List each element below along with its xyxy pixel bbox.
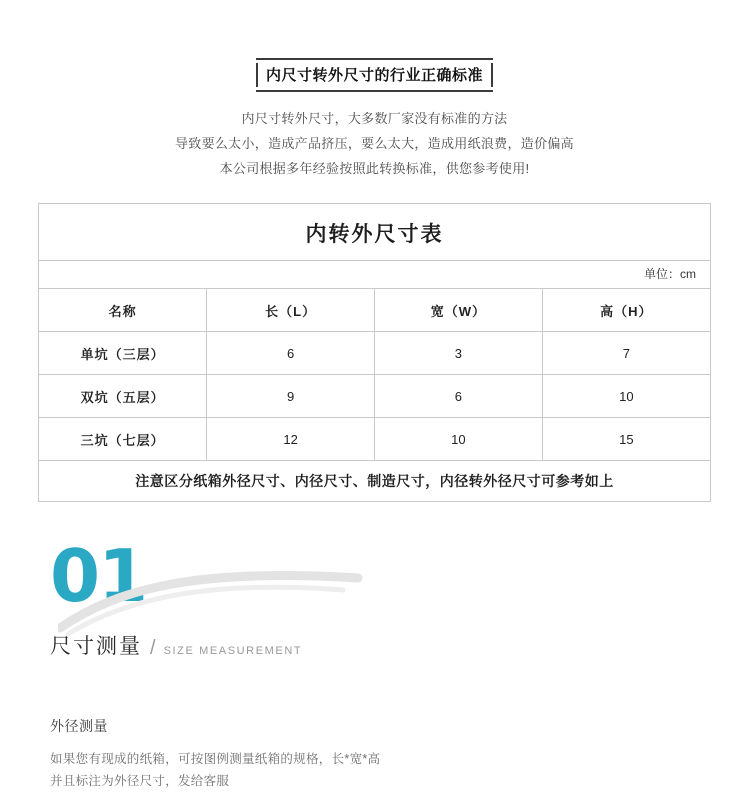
- section-title-slash: /: [150, 637, 156, 659]
- section-number: 01: [50, 534, 147, 618]
- table-row: [39, 332, 710, 375]
- cell-name: 三坑（七层）: [39, 418, 207, 461]
- headline-wrap: [0, 58, 749, 92]
- intro-line-3: 本公司根据多年经验按照此转换标准，供您参考使用!: [219, 161, 530, 176]
- cell-length: 6: [207, 332, 375, 375]
- section-01: [50, 534, 749, 694]
- cell-width: 6: [375, 375, 543, 418]
- cell-height: 10: [542, 375, 710, 418]
- body-line-2: 并且标注为外径尺寸，发给客服: [50, 774, 230, 788]
- column-header-width: 宽（W）: [375, 289, 543, 332]
- page-title: 内尺寸转外尺寸的行业正确标准: [256, 58, 493, 92]
- cell-width: 3: [375, 332, 543, 375]
- cell-length: 12: [207, 418, 375, 461]
- table-unit-label: 单位：cm: [39, 260, 710, 288]
- cell-height: 15: [542, 418, 710, 461]
- cell-name: 双坑（五层）: [39, 375, 207, 418]
- intro-text-block: [0, 106, 749, 181]
- intro-section: [0, 0, 749, 181]
- intro-line-1: 内尺寸转外尺寸，大多数厂家没有标准的方法: [241, 111, 508, 126]
- table-header-row: [39, 289, 710, 332]
- size-table: [39, 288, 710, 460]
- section-title-row: [50, 630, 749, 660]
- cell-width: 10: [375, 418, 543, 461]
- table-row: [39, 375, 710, 418]
- table-row: [39, 418, 710, 461]
- section-title-cn: 尺寸测量: [50, 635, 142, 658]
- size-table-block: [38, 203, 711, 502]
- column-header-length: 长（L）: [207, 289, 375, 332]
- intro-line-2: 导致要么太小，造成产品挤压，要么太大，造成用纸浪费，造价偏高: [174, 136, 574, 151]
- body-heading: 外径测量: [50, 718, 108, 734]
- cell-length: 9: [207, 375, 375, 418]
- cell-height: 7: [542, 332, 710, 375]
- measurement-body: [50, 716, 749, 792]
- body-line-1: 如果您有现成的纸箱，可按图例测量纸箱的规格，长*宽*高: [50, 752, 381, 766]
- table-note: 注意区分纸箱外径尺寸、内径尺寸、制造尺寸，内径转外径尺寸可参考如上: [39, 460, 710, 502]
- cell-name: 单坑（三层）: [39, 332, 207, 375]
- column-header-height: 高（H）: [542, 289, 710, 332]
- section-title-en: SIZE MEASUREMENT: [163, 645, 303, 657]
- table-title: 内转外尺寸表: [305, 223, 444, 246]
- column-header-name: 名称: [39, 289, 207, 332]
